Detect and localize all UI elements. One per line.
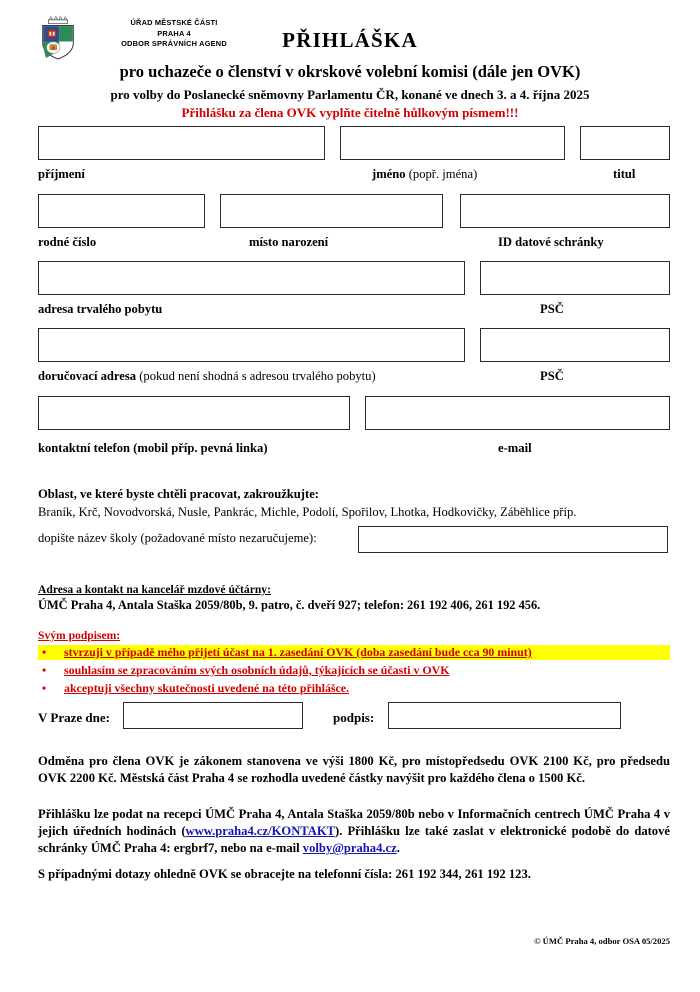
email-input[interactable] [365,396,670,430]
declaration-text: stvrzuji v případě mého přijetí účast na 1. zasedání OVK (doba zasedání bude cca 90 minut) [64,645,532,659]
firstname-label: jméno (popř. jména) [372,167,478,181]
date-input[interactable] [123,702,303,729]
copyright-notice: © ÚMČ Praha 4, odbor OSA 05/2025 [534,936,670,946]
bullet-icon: • [42,645,47,659]
delivery-address-input[interactable] [38,328,465,362]
declaration-item-3 [38,681,670,696]
questions-paragraph: S případnými dotazy ohledně OVK se obracejte na telefonní čísla: 261 192 344, 261 192 123. [38,867,531,881]
surname-label: příjmení [38,167,85,181]
office-line-1: ÚŘAD MĚSTSKÉ ČÁSTI [130,18,218,27]
school-prompt-label: dopište název školy (požadované místo nezaručujeme): [38,531,317,545]
bullet-icon: • [42,663,47,677]
delivery-zip-input[interactable] [480,328,670,362]
permanent-address-input[interactable] [38,261,465,295]
phone-input[interactable] [38,396,350,430]
birth-place-label: místo narození [249,235,329,249]
office-line-3: ODBOR SPRÁVNÍCH AGEND [121,39,227,48]
submission-text-1: Přihlášku lze podat na recepci ÚMČ Praha 4, Antala Staška 2059/80b nebo v Informačních centrech ÚMČ Praha 4 v jejich úředních hodinách ( [38,807,670,838]
volby-email-link[interactable]: volby@praha4.cz [302,841,397,855]
firstname-input[interactable] [340,126,565,160]
bullet-icon: • [42,681,47,695]
payroll-contact-body: ÚMČ Praha 4, Antala Staška 2059/80b, 9. patro, č. dveří 927; telefon: 261 192 406, 261 192 456. [38,598,541,612]
declaration-item-1 [38,645,670,660]
email-label: e-mail [498,441,532,455]
document-subtitle-1: pro uchazeče o členství v okrskové volební komisi (dále jen OVK) [119,62,581,81]
submission-text-2: ). Přihlášku lze také zaslat v elektronické podobě do datové schránky ÚMČ Praha 4: ergbrf7, nebo na e-mail [38,824,670,855]
page-title: PŘIHLÁŠKA [282,28,418,52]
title-input[interactable] [580,126,670,160]
birth-number-label: rodné číslo [38,235,97,249]
data-box-id-label: ID datové schránky [498,235,604,249]
work-area-districts: Braník, Krč, Novodvorská, Nusle, Pankrác, Michle, Podolí, Spořilov, Lhotka, Hodkovičky, Záběhlice příp. [38,505,577,519]
permanent-address-label: adresa trvalého pobytu [38,302,163,316]
data-box-id-input[interactable] [460,194,670,228]
declarations-heading: Svým podpisem: [38,629,121,642]
delivery-zip-label: PSČ [540,369,564,383]
birth-place-input[interactable] [220,194,443,228]
work-area-title: Oblast, ve které byste chtěli pracovat, zakroužkujte: [38,487,319,501]
title-label: titul [613,167,636,181]
submission-paragraph [38,806,670,857]
svg-text:4: 4 [51,45,55,51]
school-name-input[interactable] [358,526,668,553]
declaration-item-2 [38,663,670,678]
fill-instruction-notice: Přihlášku za člena OVK vyplňte čitelně hůlkovým písmem!!! [181,105,519,120]
document-subtitle-2: pro volby do Poslanecké sněmovny Parlamentu ČR, konané ve dnech 3. a 4. října 2025 [110,87,590,102]
remuneration-paragraph: Odměna pro člena OVK je zákonem stanovena ve výši 1800 Kč, pro místopředsedu OVK 2100 Kč, pro předsedu OVK 2200 Kč. Městská část Praha 4 se rozhodla uvedené částky navýšit pro každého člena o 1500 Kč. [38,754,670,785]
declaration-text: akceptuji všechny skutečnosti uvedené na této přihlášce. [64,681,350,695]
phone-label: kontaktní telefon (mobil příp. pevná linka) [38,441,268,455]
praha4-kontakt-link[interactable]: www.praha4.cz/KONTAKT [185,824,336,838]
declaration-text: souhlasím se zpracováním svých osobních údajů, týkajících se účasti v OVK [64,663,450,677]
submission-text-3: . [396,841,400,855]
office-line-2: PRAHA 4 [157,28,191,38]
permanent-zip-input[interactable] [480,261,670,295]
signature-input[interactable] [388,702,621,729]
delivery-address-label: doručovací adresa (pokud není shodná s adresou trvalého pobytu) [38,369,376,383]
date-label: V Praze dne: [38,710,110,725]
permanent-zip-label: PSČ [540,302,564,316]
surname-input[interactable] [38,126,325,160]
birth-number-input[interactable] [38,194,205,228]
signature-label: podpis: [333,710,375,725]
payroll-contact-heading: Adresa a kontakt na kancelář mzdové účtárny: [38,583,271,596]
